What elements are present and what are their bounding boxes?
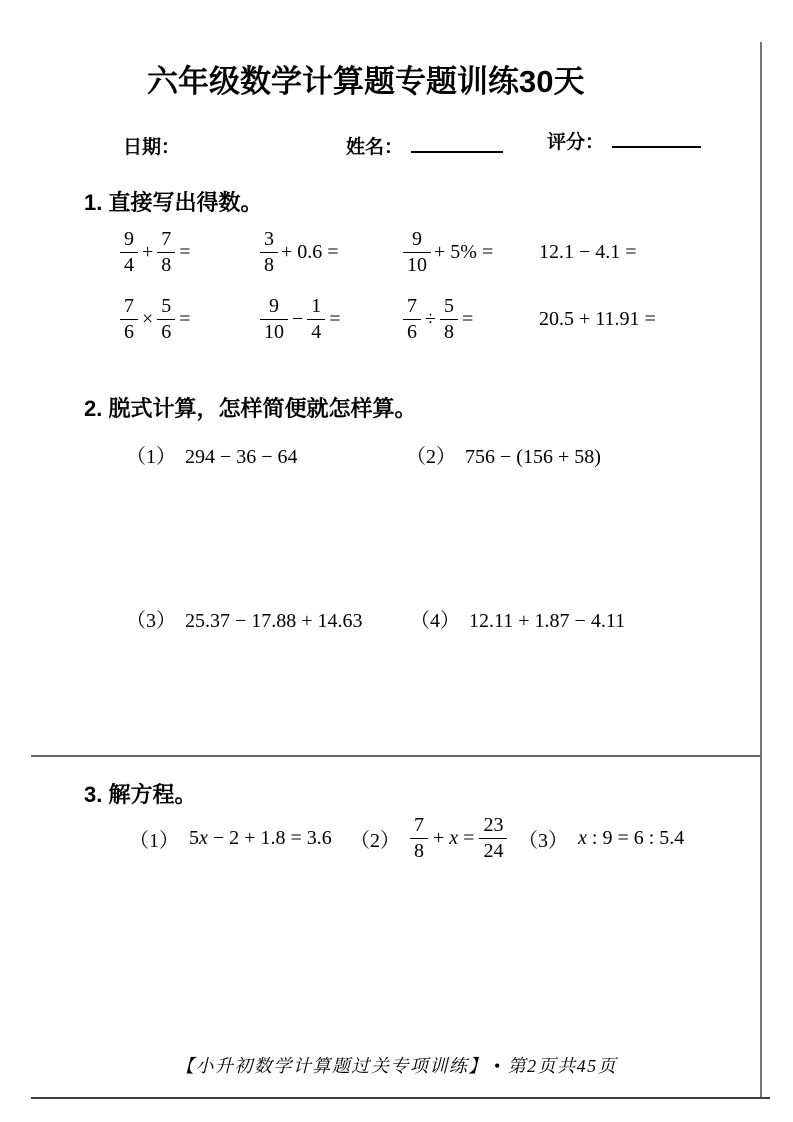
problem-expression: 756 − (156 + 58) bbox=[465, 446, 601, 468]
problem-1-5 bbox=[120, 295, 260, 343]
fraction bbox=[307, 295, 325, 343]
coefficient: 5 bbox=[189, 826, 199, 849]
fraction-denominator: 6 bbox=[403, 319, 421, 343]
fraction-numerator: 9 bbox=[412, 228, 422, 251]
equations-row bbox=[129, 806, 684, 870]
problem-2-3 bbox=[126, 604, 363, 633]
equals-sign: = bbox=[179, 307, 191, 330]
expression-text: 20.5 + 11.91 = bbox=[539, 307, 656, 330]
fraction-denominator: 24 bbox=[479, 838, 507, 862]
quick-calc-row-1 bbox=[120, 222, 637, 282]
fraction-numerator: 7 bbox=[407, 295, 417, 318]
fraction-denominator: 4 bbox=[120, 252, 138, 276]
fraction-denominator: 8 bbox=[410, 838, 428, 862]
problem-label: （1） bbox=[126, 446, 176, 468]
fraction bbox=[403, 228, 431, 276]
fraction-denominator: 10 bbox=[260, 319, 288, 343]
expression-tail: + 5% = bbox=[434, 240, 494, 263]
name-field bbox=[346, 132, 503, 159]
fraction bbox=[440, 295, 458, 343]
equation-text bbox=[578, 827, 684, 850]
fraction-denominator: 10 bbox=[403, 252, 431, 276]
fraction-numerator: 9 bbox=[269, 295, 279, 318]
equals-sign: = bbox=[463, 826, 475, 849]
expression-text: 12.1 − 4.1 = bbox=[539, 240, 637, 263]
fraction-denominator: 8 bbox=[157, 252, 175, 276]
page-right-border bbox=[760, 42, 762, 1098]
fraction bbox=[479, 814, 507, 862]
problem-expression: 12.11 + 1.87 − 4.11 bbox=[469, 610, 626, 632]
page-bottom-rule bbox=[31, 1097, 770, 1099]
problem-label: （1） bbox=[129, 829, 179, 852]
operator: × bbox=[142, 307, 154, 330]
page-footer: 【小升初数学计算题过关专项训练】 • 第2页共45页 bbox=[175, 1056, 618, 1076]
operator: − bbox=[292, 307, 304, 330]
name-blank-line bbox=[411, 136, 503, 153]
fraction-denominator: 6 bbox=[157, 319, 175, 343]
section1-heading: 1. 直接写出得数。 bbox=[84, 190, 263, 215]
problem-1-6 bbox=[260, 295, 403, 343]
problem-label: （2） bbox=[406, 446, 456, 468]
section2-heading: 2. 脱式计算，怎样简便就怎样算。 bbox=[84, 396, 417, 421]
equation-3-2 bbox=[350, 814, 518, 862]
problem-2-2 bbox=[406, 440, 601, 469]
problem-label: （3） bbox=[518, 829, 568, 852]
date-field bbox=[123, 132, 180, 159]
equation-tail: : 9 = 6 : 5.4 bbox=[586, 826, 685, 849]
fraction-numerator: 7 bbox=[414, 814, 424, 837]
problem-label: （4） bbox=[410, 610, 460, 632]
problem-expression: 294 − 36 − 64 bbox=[185, 446, 298, 468]
fraction-numerator: 5 bbox=[443, 295, 454, 318]
quick-calc-row-2 bbox=[120, 289, 656, 349]
problem-2-1 bbox=[126, 440, 298, 469]
fraction bbox=[120, 228, 138, 276]
fraction-denominator: 8 bbox=[260, 252, 278, 276]
variable-x: x bbox=[449, 826, 459, 849]
problem-1-3 bbox=[403, 228, 539, 276]
fraction bbox=[157, 295, 175, 343]
fraction bbox=[260, 295, 288, 343]
equals-sign: = bbox=[329, 307, 341, 330]
operator: ÷ bbox=[425, 307, 436, 330]
name-label: 姓名： bbox=[346, 137, 404, 158]
score-label: 评分： bbox=[547, 132, 605, 153]
problem-1-8 bbox=[539, 308, 656, 331]
problem-1-4 bbox=[539, 241, 637, 264]
date-label: 日期： bbox=[123, 137, 181, 158]
fraction bbox=[260, 228, 278, 276]
equation-3-3 bbox=[518, 824, 684, 853]
fraction bbox=[120, 295, 138, 343]
fraction-numerator: 7 bbox=[161, 228, 172, 251]
equals-sign: = bbox=[179, 240, 191, 263]
fraction-numerator: 23 bbox=[483, 814, 504, 837]
expression-tail: + 0.6 = bbox=[281, 240, 339, 263]
equation-text bbox=[189, 827, 332, 850]
fraction bbox=[410, 814, 428, 862]
problem-1-7 bbox=[403, 295, 539, 343]
fraction-numerator: 7 bbox=[124, 295, 134, 318]
fraction-numerator: 3 bbox=[264, 228, 274, 251]
fraction bbox=[157, 228, 175, 276]
problem-label: （2） bbox=[350, 829, 400, 852]
operator: + bbox=[142, 240, 154, 263]
variable-x: x bbox=[199, 826, 208, 849]
operator: + bbox=[433, 826, 445, 849]
fraction-numerator: 1 bbox=[311, 295, 322, 318]
score-field bbox=[547, 127, 701, 154]
problem-1-2 bbox=[260, 228, 403, 276]
variable-x: x bbox=[578, 826, 587, 849]
problem-2-4 bbox=[410, 604, 625, 633]
fraction-denominator: 4 bbox=[307, 319, 325, 343]
equals-sign: = bbox=[461, 307, 474, 330]
fraction-numerator: 9 bbox=[124, 228, 134, 251]
fraction-denominator: 8 bbox=[440, 319, 458, 343]
equation-3-1 bbox=[129, 824, 350, 853]
section3-heading: 3. 解方程。 bbox=[84, 782, 197, 807]
page-title: 六年级数学计算题专题训练30天 bbox=[147, 64, 585, 99]
problem-1-1 bbox=[120, 228, 260, 276]
equation-tail: − 2 + 1.8 = 3.6 bbox=[207, 826, 332, 849]
score-blank-line bbox=[612, 131, 701, 148]
problem-expression: 25.37 − 17.88 + 14.63 bbox=[185, 610, 363, 632]
problem-label: （3） bbox=[126, 610, 176, 632]
fraction bbox=[403, 295, 421, 343]
section-divider-line bbox=[31, 755, 761, 757]
fraction-numerator: 5 bbox=[161, 295, 172, 318]
fraction-denominator: 6 bbox=[120, 319, 138, 343]
